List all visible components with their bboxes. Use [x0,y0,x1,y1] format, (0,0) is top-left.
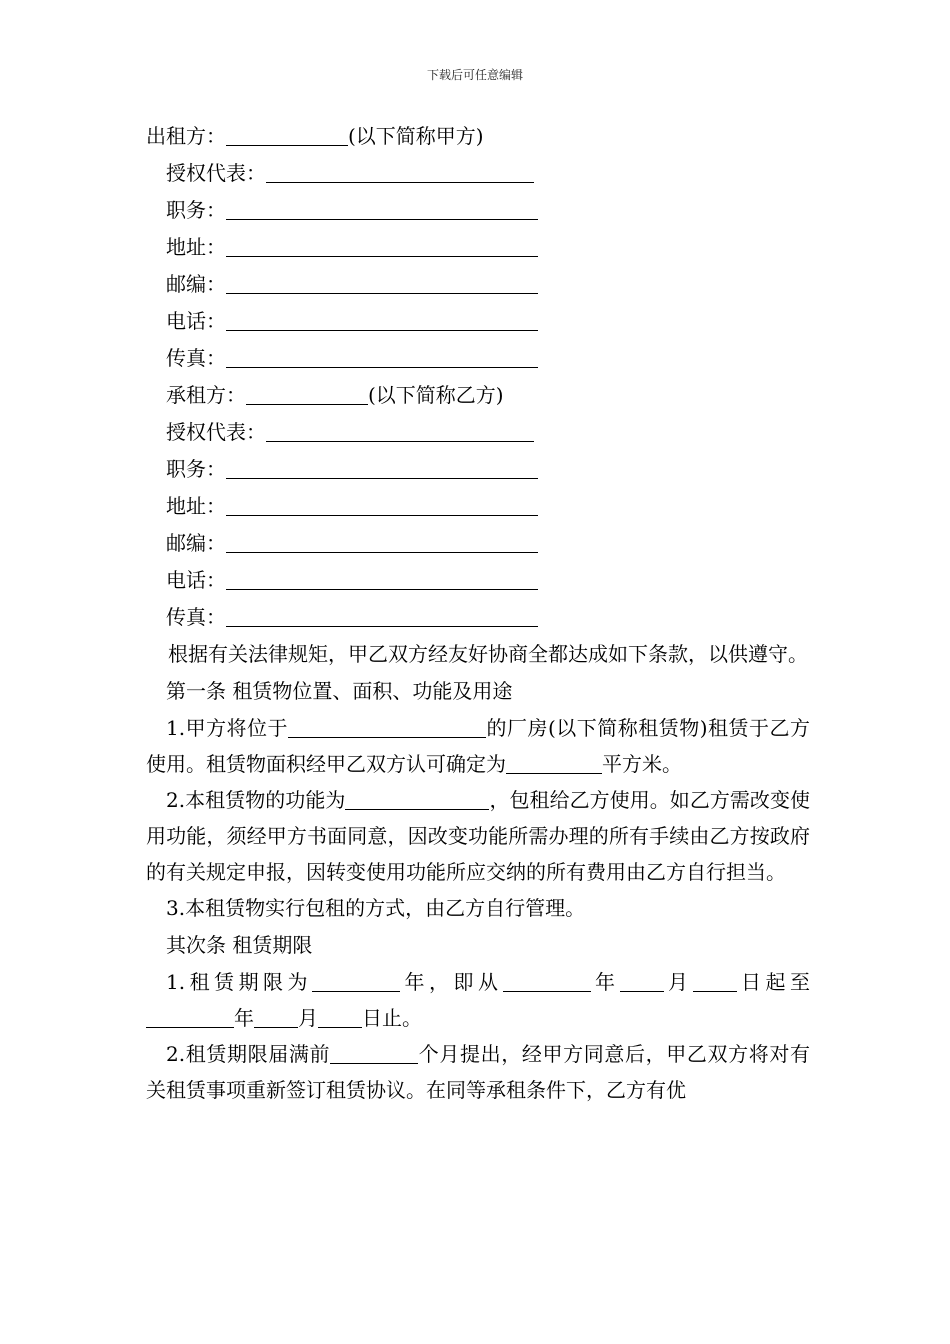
end-day-blank [318,1007,362,1028]
clause-text: 的厂房(以下简称租赁物)租赁于乙方使用。租赁物面积经甲乙双方认可确定为 [146,716,810,776]
intro-paragraph: 根据有关法律规矩，甲乙双方经友好协商全都达成如下条款，以供遵守。 [168,642,808,666]
clause-text: 月 [663,970,693,994]
lessee-field [146,414,810,451]
field-label: 职务： [166,457,226,481]
field-label: 电话： [166,568,226,592]
clause-text: 1.租赁期限为 [166,970,313,994]
field-label: 电话： [166,309,226,333]
clause-text: 日止。 [362,1006,422,1030]
field-blank [226,310,538,331]
lessor-field [146,192,810,229]
clause-text: 1.甲方将位于 [166,716,289,740]
lessor-field [146,155,810,192]
lessor-field [146,266,810,303]
article-2-clause-1 [146,964,810,1036]
lessor-field [146,340,810,377]
clause-text: 年，即从 [400,970,503,994]
field-blank [226,236,538,257]
field-label: 职务： [166,198,226,222]
field-label: 授权代表： [166,420,266,444]
clause-text: 日起至 [736,970,811,994]
lessee-field [146,599,810,636]
article-2-clause-2 [146,1036,810,1108]
lessee-field [146,451,810,488]
lessee-field [146,488,810,525]
clause-text: 个月提出，经甲方同意后，甲乙双方将对有关租赁事项重新签订租赁协议。在同等承租条件下，乙方有优 [146,1042,810,1102]
lessee-suffix: (以下简称乙方) [368,383,504,407]
article-1-clause-2 [146,782,810,890]
lessee-name-blank [246,384,368,405]
article-1-title: 第一条 租赁物位置、面积、功能及用途 [166,679,513,703]
field-blank [226,199,538,220]
clause-text: 年 [590,970,620,994]
notice-months-blank [330,1043,418,1064]
start-day-blank [693,971,737,992]
clause-text: 平方米。 [602,752,682,776]
article-1-clause-3: 3.本租赁物实行包租的方式，由乙方自行管理。 [166,896,586,920]
clause-text: 2.本租赁物的功能为 [166,788,346,812]
start-month-blank [620,971,664,992]
field-blank [226,495,538,516]
lessee-field [146,562,810,599]
lessor-field [146,229,810,266]
field-label: 邮编： [166,272,226,296]
field-blank [226,532,538,553]
field-blank [266,421,534,442]
field-blank [226,569,538,590]
lessor-label: 出租方： [146,124,226,148]
lessor-line [146,118,810,155]
clause-text: 2.租赁期限届满前 [166,1042,331,1066]
lessor-suffix: (以下简称甲方) [348,124,484,148]
field-label: 地址： [166,235,226,259]
clause-text: 月 [298,1006,318,1030]
field-label: 传真： [166,346,226,370]
field-label: 授权代表： [166,161,266,185]
end-year-blank [146,1007,234,1028]
term-blank [312,971,400,992]
lessee-line [146,377,810,414]
field-blank [226,606,538,627]
clause-text: 年 [234,1006,254,1030]
field-blank [266,162,534,183]
lessee-label: 承租方： [166,383,246,407]
clause-text: ，包租给乙方使用。如乙方需改变使用功能，须经甲方书面同意，因改变功能所需办理的所有手续由乙方按政府的有关规定申报，因转变使用功能所应交纳的所有费用由乙方自行担当。 [146,788,811,884]
end-month-blank [254,1007,298,1028]
contract-body [146,118,810,1108]
article-1-clause-1 [146,710,810,782]
field-label: 邮编： [166,531,226,555]
field-label: 地址： [166,494,226,518]
field-label: 传真： [166,605,226,629]
page-header: 下载后可任意编辑 [426,68,523,82]
lessor-field [146,303,810,340]
location-blank [288,717,486,738]
field-blank [226,273,538,294]
function-blank [345,789,489,810]
area-blank [506,753,602,774]
article-2-title: 其次条 租赁期限 [166,933,313,957]
field-blank [226,458,538,479]
lessee-field [146,525,810,562]
field-blank [226,347,538,368]
start-year-blank [503,971,591,992]
lessor-name-blank [226,125,348,146]
